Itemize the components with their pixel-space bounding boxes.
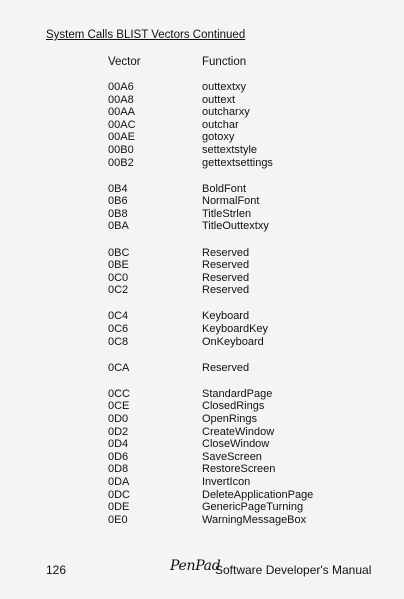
- vector-code: 00AE: [108, 131, 135, 144]
- function-name: CreateWindow: [202, 425, 275, 438]
- vector-code: 0C6: [108, 323, 129, 335]
- vector-code: 00AC: [108, 118, 136, 131]
- function-name: CloseWindow: [202, 438, 270, 451]
- table-row: [0, 284, 404, 297]
- page-number: 126: [46, 563, 67, 577]
- table-row: [0, 463, 404, 476]
- vector-group: [0, 183, 404, 233]
- vector-code: 00B2: [108, 156, 134, 169]
- function-column-header: Function: [202, 56, 247, 68]
- vector-code: 0D6: [108, 450, 129, 463]
- table-row: [0, 131, 404, 144]
- function-name: outtext: [202, 93, 236, 106]
- table-row: [0, 310, 404, 323]
- vector-code: 0D4: [108, 438, 129, 451]
- function-name: settextstyle: [202, 143, 258, 156]
- function-name: Reserved: [202, 361, 250, 374]
- table-row: [0, 259, 404, 272]
- table-row: [0, 388, 404, 401]
- vector-code: 0CA: [108, 361, 130, 374]
- vector-code: 00A8: [108, 93, 134, 106]
- function-name: Reserved: [202, 271, 250, 284]
- vector-code: 0B8: [108, 207, 128, 220]
- vector-table: [0, 81, 404, 540]
- penpad-logo: PenPad: [170, 558, 221, 574]
- vector-code: 0C2: [108, 284, 129, 297]
- vector-code: 0BC: [108, 246, 130, 259]
- function-name: BoldFont: [202, 182, 247, 195]
- vector-code: 0DA: [108, 475, 130, 488]
- vector-code: 0DC: [108, 488, 131, 501]
- manual-title: Software Developer's Manual: [215, 563, 372, 577]
- function-name: TitleStrlen: [202, 207, 252, 220]
- table-row: [0, 426, 404, 439]
- table-row: [0, 323, 404, 336]
- page-title: System Calls BLIST Vectors Continued: [46, 29, 246, 41]
- vector-group: [0, 81, 404, 169]
- function-name: GenericPageTurning: [202, 501, 304, 514]
- function-name: outchar: [202, 118, 239, 131]
- table-row: [0, 119, 404, 132]
- function-name: OnKeyboard: [202, 335, 264, 348]
- function-name: RestoreScreen: [202, 463, 276, 476]
- vector-code: 0B4: [108, 182, 128, 195]
- function-name: Reserved: [202, 259, 250, 272]
- function-name: KeyboardKey: [202, 323, 269, 335]
- vector-code: 0D2: [108, 425, 129, 438]
- table-row: [0, 489, 404, 502]
- vector-code: 0E0: [108, 513, 128, 526]
- vector-code: 0C8: [108, 335, 129, 348]
- table-row: [0, 514, 404, 527]
- table-row: [0, 94, 404, 107]
- vector-code: 0BE: [108, 259, 129, 272]
- table-row: [0, 195, 404, 208]
- vector-group: [0, 388, 404, 527]
- function-name: gotoxy: [202, 131, 235, 144]
- table-row: [0, 438, 404, 451]
- function-name: Reserved: [202, 284, 250, 297]
- function-name: DeleteApplicationPage: [202, 488, 314, 501]
- function-name: NormalFont: [202, 195, 260, 208]
- vector-group: [0, 310, 404, 348]
- vector-code: 0D8: [108, 463, 129, 476]
- function-name: Keyboard: [202, 310, 250, 323]
- function-name: outcharxy: [202, 106, 250, 119]
- vector-code: 0B6: [108, 195, 128, 208]
- function-name: SaveScreen: [202, 450, 262, 463]
- vector-code: 00A6: [108, 81, 134, 93]
- vector-code: 0CE: [108, 400, 130, 413]
- table-row: [0, 106, 404, 119]
- function-name: Reserved: [202, 246, 250, 259]
- table-row: [0, 400, 404, 413]
- vector-code: 00B0: [108, 143, 134, 156]
- vector-group: [0, 362, 404, 375]
- vector-column-header: Vector: [108, 56, 141, 68]
- vector-code: 00AA: [108, 106, 135, 119]
- table-row: [0, 144, 404, 157]
- table-row: [0, 208, 404, 221]
- table-row: [0, 220, 404, 233]
- function-name: WarningMessageBox: [202, 513, 307, 526]
- vector-code: 0CC: [108, 387, 131, 400]
- function-name: gettextsettings: [202, 156, 273, 169]
- function-name: InvertIcon: [202, 475, 251, 488]
- function-name: ClosedRings: [202, 400, 265, 413]
- table-row: [0, 501, 404, 514]
- table-row: [0, 272, 404, 285]
- vector-code: 0BA: [108, 220, 129, 233]
- table-row: [0, 362, 404, 375]
- table-row: [0, 336, 404, 349]
- function-name: OpenRings: [202, 412, 258, 425]
- table-row: [0, 247, 404, 260]
- vector-group: [0, 247, 404, 297]
- table-row: [0, 183, 404, 196]
- table-row: [0, 157, 404, 170]
- function-name: TitleOuttextxy: [202, 220, 269, 233]
- vector-code: 0D0: [108, 412, 129, 425]
- table-row: [0, 451, 404, 464]
- table-row: [0, 81, 404, 94]
- vector-code: 0C0: [108, 271, 129, 284]
- function-name: outtextxy: [202, 81, 247, 93]
- vector-code: 0DE: [108, 501, 130, 514]
- table-row: [0, 413, 404, 426]
- vector-code: 0C4: [108, 310, 129, 323]
- function-name: StandardPage: [202, 387, 273, 400]
- table-row: [0, 476, 404, 489]
